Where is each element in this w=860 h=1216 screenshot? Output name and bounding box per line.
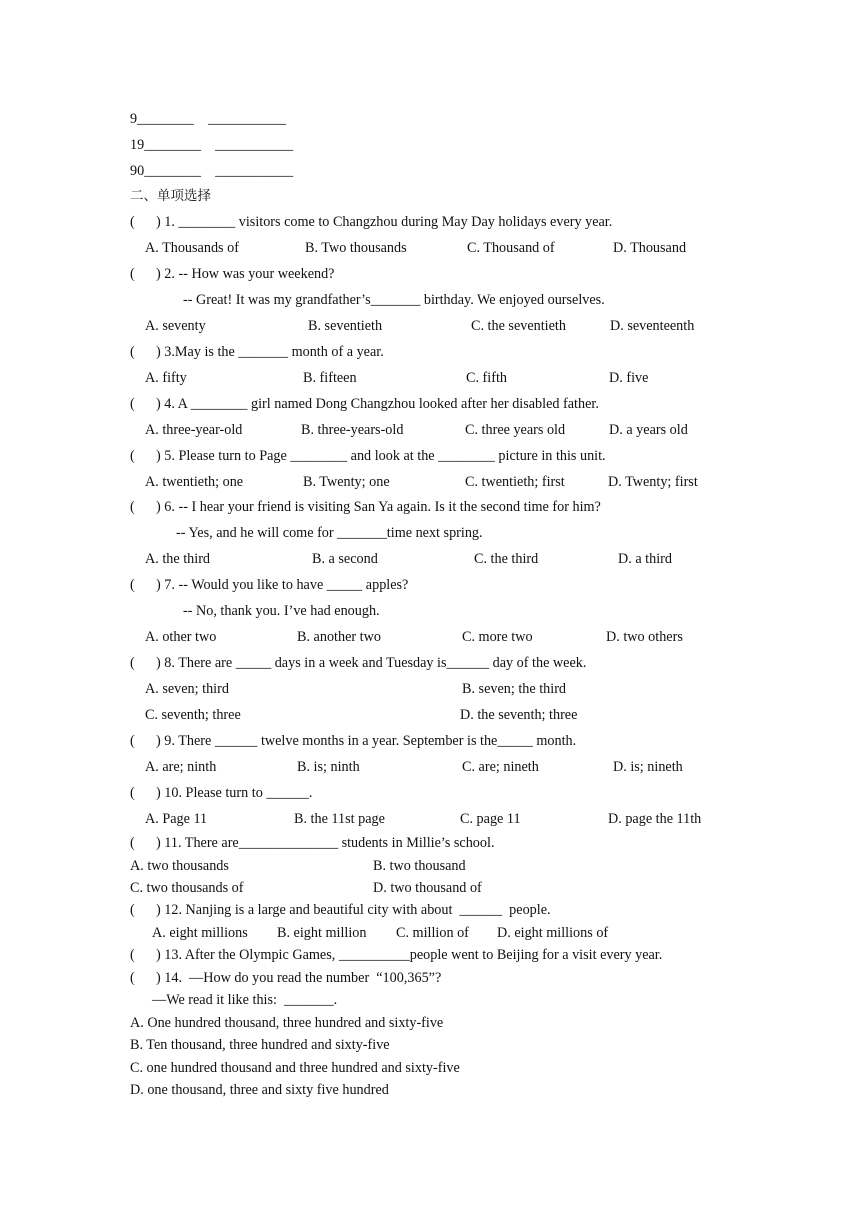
q5-option-c: C. twentieth; first <box>465 474 565 490</box>
q2-option-b: B. seventieth <box>308 318 383 334</box>
fill-in-9: 9________ ___________ <box>130 111 287 127</box>
q2-option-d: D. seventeenth <box>610 318 695 334</box>
question-2: ( ) 2. -- How was your weekend? <box>130 266 335 282</box>
q6-option-b: B. a second <box>312 551 378 567</box>
question-6-reply: -- Yes, and he will come for _______time next spring. <box>176 525 483 541</box>
question-2-reply: -- Great! It was my grandfather’s_______ birthday. We enjoyed ourselves. <box>183 292 605 308</box>
q9-option-b: B. is; ninth <box>297 759 360 775</box>
q14-option-a: A. One hundred thousand, three hundred and sixty-five <box>130 1015 444 1031</box>
question-3: ( ) 3.May is the _______ month of a year. <box>130 344 384 360</box>
q6-option-a: A. the third <box>145 551 211 567</box>
q11-option-a: A. two thousands <box>130 858 229 874</box>
q9-option-a: A. are; ninth <box>145 759 217 775</box>
question-13: ( ) 13. After the Olympic Games, __________people went to Beijing for a visit every year. <box>130 947 663 963</box>
q11-option-d: D. two thousand of <box>373 880 482 896</box>
q5-option-a: A. twentieth; one <box>145 474 244 490</box>
q11-option-c: C. two thousands of <box>130 880 244 896</box>
q3-option-d: D. five <box>609 370 649 386</box>
q8-option-c: C. seventh; three <box>145 707 241 723</box>
question-14: ( ) 14. —How do you read the number “100,365”? <box>130 970 442 986</box>
q6-option-c: C. the third <box>474 551 539 567</box>
q7-option-b: B. another two <box>297 629 381 645</box>
question-6: ( ) 6. -- I hear your friend is visiting San Ya again. Is it the second time for him? <box>130 499 601 515</box>
q2-option-a: A. seventy <box>145 318 206 334</box>
question-7-reply: -- No, thank you. I’ve had enough. <box>183 603 380 619</box>
q5-option-b: B. Twenty; one <box>303 474 390 490</box>
q9-option-c: C. are; nineth <box>462 759 539 775</box>
q1-option-c: C. Thousand of <box>467 240 555 256</box>
q12-option-c: C. million of <box>396 925 469 941</box>
q1-option-a: A. Thousands of <box>145 240 239 256</box>
q12-option-d: D. eight millions of <box>497 925 609 941</box>
fill-in-19: 19________ ___________ <box>130 137 294 153</box>
q14-option-b: B. Ten thousand, three hundred and sixty-five <box>130 1037 390 1053</box>
question-14-reply: —We read it like this: _______. <box>152 992 338 1008</box>
q9-option-d: D. is; nineth <box>613 759 683 775</box>
q14-option-c: C. one hundred thousand and three hundred and sixty-five <box>130 1060 460 1076</box>
question-11: ( ) 11. There are______________ students in Millie’s school. <box>130 835 495 851</box>
question-9: ( ) 9. There ______ twelve months in a year. September is the_____ month. <box>130 733 577 749</box>
q8-option-b: B. seven; the third <box>462 681 567 697</box>
q10-option-c: C. page 11 <box>460 811 521 827</box>
question-12: ( ) 12. Nanjing is a large and beautiful city with about ______ people. <box>130 902 551 918</box>
q8-option-d: D. the seventh; three <box>460 707 578 723</box>
q14-option-d: D. one thousand, three and sixty five hundred <box>130 1082 389 1098</box>
section-heading: 二、单项选择 <box>130 188 211 204</box>
q4-option-b: B. three-years-old <box>301 422 404 438</box>
q4-option-d: D. a years old <box>609 422 688 438</box>
q3-option-c: C. fifth <box>466 370 507 386</box>
question-5: ( ) 5. Please turn to Page ________ and look at the ________ picture in this unit. <box>130 448 606 464</box>
q7-option-c: C. more two <box>462 629 533 645</box>
question-8: ( ) 8. There are _____ days in a week and Tuesday is______ day of the week. <box>130 655 587 671</box>
q11-option-b: B. two thousand <box>373 858 466 874</box>
q6-option-d: D. a third <box>618 551 672 567</box>
q4-option-c: C. three years old <box>465 422 566 438</box>
q3-option-a: A. fifty <box>145 370 187 386</box>
q1-option-d: D. Thousand <box>613 240 687 256</box>
q2-option-c: C. the seventieth <box>471 318 566 334</box>
q10-option-b: B. the 11st page <box>294 811 385 827</box>
q1-option-b: B. Two thousands <box>305 240 407 256</box>
question-7: ( ) 7. -- Would you like to have _____ apples? <box>130 577 409 593</box>
question-4: ( ) 4. A ________ girl named Dong Changzhou looked after her disabled father. <box>130 396 599 412</box>
q3-option-b: B. fifteen <box>303 370 357 386</box>
q7-option-d: D. two others <box>606 629 683 645</box>
q12-option-a: A. eight millions <box>152 925 248 941</box>
question-1: ( ) 1. ________ visitors come to Changzhou during May Day holidays every year. <box>130 214 613 230</box>
q8-option-a: A. seven; third <box>145 681 229 697</box>
q5-option-d: D. Twenty; first <box>608 474 698 490</box>
q10-option-d: D. page the 11th <box>608 811 702 827</box>
q4-option-a: A. three-year-old <box>145 422 243 438</box>
q7-option-a: A. other two <box>145 629 217 645</box>
question-10: ( ) 10. Please turn to ______. <box>130 785 313 801</box>
fill-in-90: 90________ ___________ <box>130 163 294 179</box>
q10-option-a: A. Page 11 <box>145 811 208 827</box>
q12-option-b: B. eight million <box>277 925 367 941</box>
